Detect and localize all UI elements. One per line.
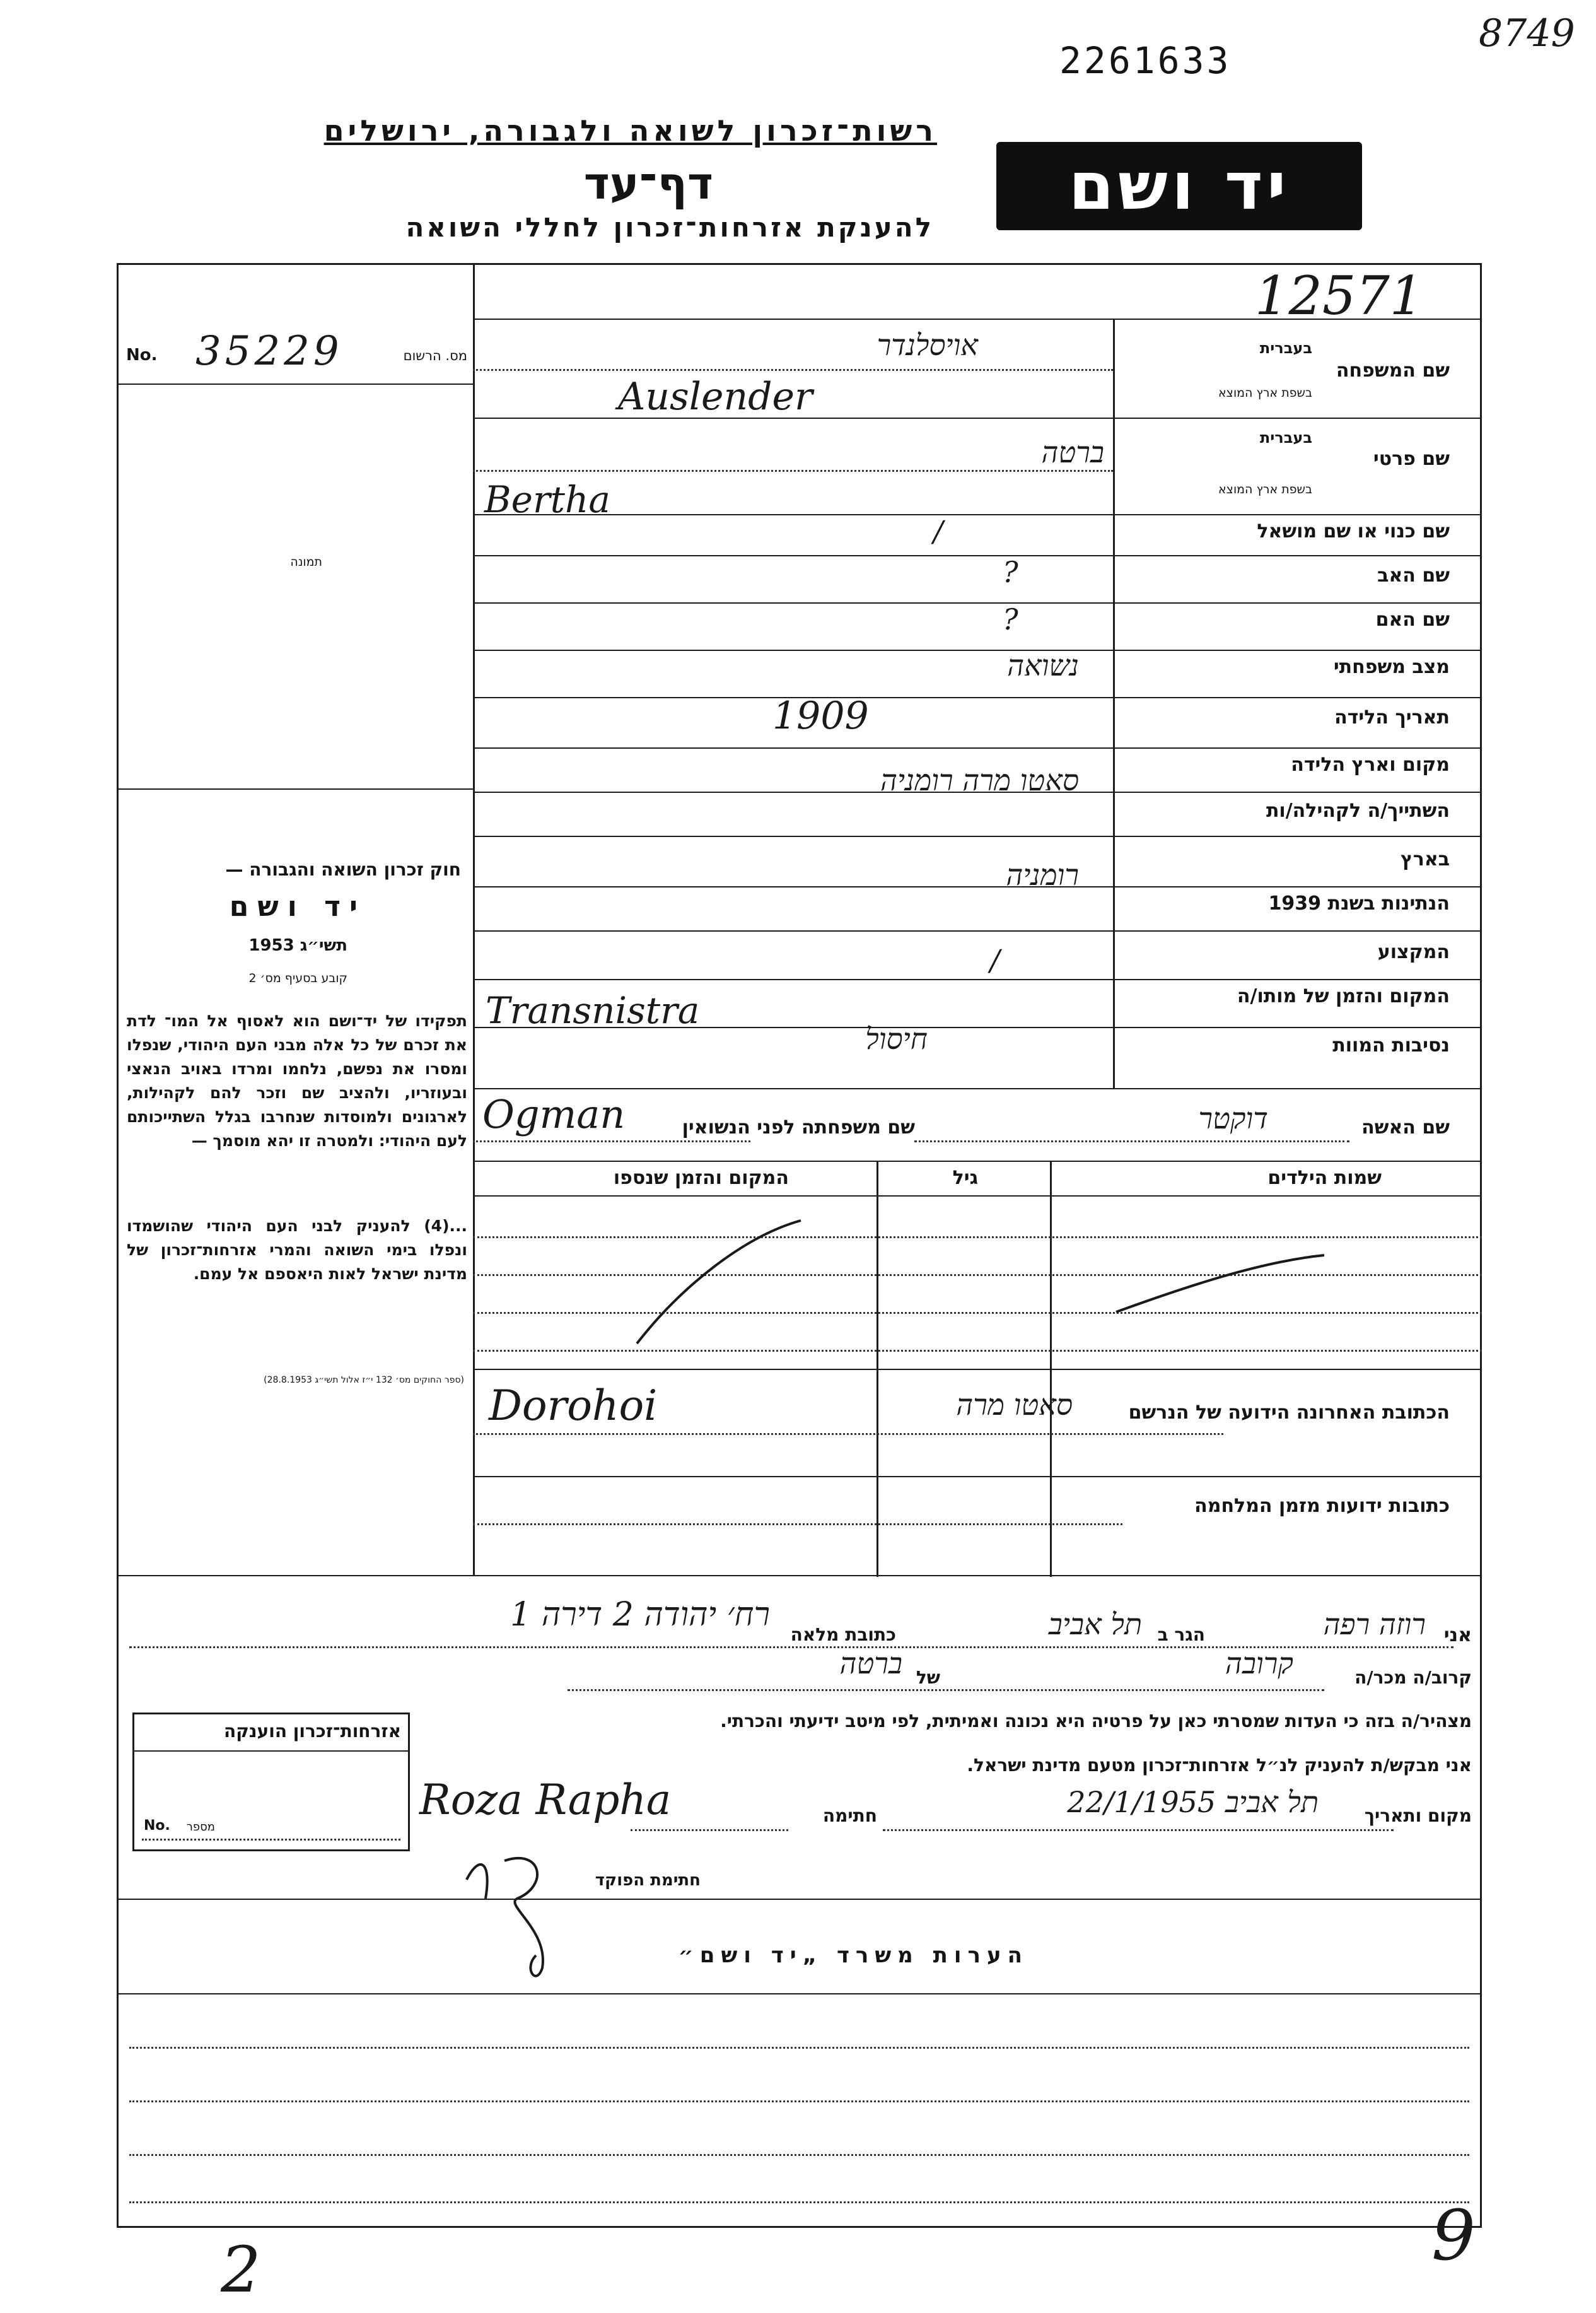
last-address-value: Dorohoi [489, 1381, 658, 1430]
first-name-origin-value: Bertha [484, 478, 610, 521]
relation-of-label: של [916, 1667, 940, 1688]
family-name-sub-origin: בשפת ארץ המוצא [1218, 386, 1312, 400]
header-institution: רשות־זכרון לשואה ולגבורה, ירושלים [323, 114, 937, 148]
declarant-address-label: כתובת מלאה [790, 1624, 896, 1645]
photo-label: תמונה [290, 555, 322, 569]
death-circumstances-value: חיסול [865, 1022, 928, 1056]
declarant-i-label: אני [1443, 1624, 1472, 1646]
remarks-title: הערות משרד „יד ושם״ [678, 1943, 1028, 1968]
citizenship-no-label: No. [144, 1818, 170, 1834]
wife-name-value: דוקטר [1198, 1101, 1268, 1135]
corner-number: 8749 [1479, 11, 1575, 56]
law-clause: קובע בסעיף מס׳ 2 [248, 971, 347, 985]
remarks-top-line [117, 1899, 1482, 1900]
birth-date-value: 1909 [772, 694, 869, 738]
form-title: דף־עד [583, 158, 713, 209]
remarks-dotted-line [129, 2154, 1469, 2156]
law-text-1: תפקידו של יד־ושם הוא לאסוף אל המו־ לדת את זכרם של כל אלה מבני העם היהודי, שנפלו ומסרו את נפשם, נלחמו ומרדו באויב הנאצי ובעוזריו, ולהציב שם וזכר להם לקהילות, לארגונים ולמוסדות שנחרבו בגלל השתייכותם לעם היהודי: ולמטרה זו יהא מוסמך — [127, 1012, 467, 1150]
law-title: חוק זכרון השואה והגבורה — [225, 859, 461, 880]
citizenship-box-title: אזרחות־זכרון הוענקה [224, 1721, 401, 1742]
law-year: תשי״ג 1953 [248, 936, 347, 955]
children-header-age: גיל [952, 1167, 978, 1189]
citizenship-number-line [142, 1839, 400, 1841]
mother-label: שם האם [1375, 609, 1450, 631]
maiden-name-value: Ogman [482, 1091, 626, 1137]
first-name-sub-hebrew: בעברית [1259, 429, 1312, 447]
country-value: רומניה [1006, 858, 1079, 892]
situation-label: הנתינות בשנת 1939 [1268, 893, 1450, 915]
maiden-name-label: שם משפחתה לפני הנשואין [682, 1116, 915, 1139]
relation-of-value: ברטה [839, 1646, 902, 1680]
citizenship-box-divider [132, 1750, 410, 1752]
father-value: ? [1003, 555, 1018, 589]
mother-value: ? [1003, 602, 1018, 636]
birth-place-value: סאטו מרה רומניה [880, 763, 1079, 797]
death-place-label: המקום והזמן של מותו/ה [1237, 985, 1450, 1007]
children-header-names: שמות הילדים [1267, 1167, 1382, 1189]
bottom-mark-left: 2 [221, 2233, 261, 2307]
declaration-statement: מצהיר/ה בזה כי העדות שמסרתי כאן על פרטיה היא נכונה ואמיתית, לפי מיטב ידיעתי והכרתי. [720, 1711, 1472, 1731]
father-label: שם האב [1377, 565, 1450, 587]
country-label: בארץ [1400, 848, 1450, 870]
nickname-value: / [933, 514, 943, 548]
relation-label: קרוב/ה מכר/ה [1354, 1667, 1472, 1688]
bottom-mark-right: 9 [1431, 2195, 1476, 2276]
handwritten-top-number: 12571 [1255, 265, 1424, 327]
marital-value: נשואה [1007, 648, 1079, 682]
signature-value: Roza Rapha [419, 1776, 672, 1824]
remarks-line [117, 1993, 1482, 1994]
birth-date-label: תאריך הלידה [1334, 706, 1450, 729]
relation-value: קרובה [1225, 1646, 1293, 1680]
war-address-label: כתובות ידועות מזמן המלחמה [1194, 1495, 1450, 1517]
community-label: השתייך/ה לקהילה/ות [1266, 800, 1450, 822]
nickname-label: שם כנוי או שם מושאל [1257, 520, 1450, 542]
officer-signature-label: חתימת הפוקד [595, 1871, 701, 1890]
declarant-address: רח׳ יהודה 2 דירה 1 [510, 1596, 770, 1634]
birth-place-label: מקום וארץ הלידה [1291, 754, 1450, 776]
citizenship-number-label: מספר [186, 1820, 215, 1834]
signature-label: חתימה [822, 1805, 877, 1826]
first-name-hebrew-value: ברטה [1041, 435, 1104, 469]
law-text-2: ...(4) להעניק לבני העם היהודי שהושמדו ונפלו בימי השואה והמרי אזרחות־זכרון של מדינת ישראל לאות היאספם אל עמם. [127, 1217, 467, 1283]
reg-number-label: מס. הרשום [403, 348, 467, 363]
death-place-value: Transnistra [486, 989, 700, 1032]
family-name-hebrew-value: אויסלנדר [877, 328, 978, 362]
place-date-value: תל אביב 22/1/1955 [1067, 1785, 1319, 1819]
form-subtitle: להענקת אזרחות־זכרון לחללי השואה [405, 212, 934, 243]
declarant-lives-label: הגר ב [1157, 1624, 1205, 1645]
remarks-dotted-line [129, 2100, 1469, 2102]
declarant-city: תל אביב [1048, 1607, 1142, 1641]
reg-no-label: No. [126, 346, 158, 365]
declarant-name: רוזה רפה [1323, 1607, 1426, 1641]
law-name: יד ושם [229, 891, 366, 923]
law-source: (ספר החוקים מס׳ 132 י״ז אלול תשי״ג 28.8.1953) [264, 1375, 464, 1385]
family-name-sub-hebrew: בעברית [1259, 339, 1312, 357]
profession-value: / [990, 943, 1000, 977]
marital-label: מצב משפחתי [1333, 656, 1450, 678]
reg-number: 35229 [195, 328, 343, 375]
request-statement: אני מבקש/ת להעניק לנ״ל אזרחות־זכרון מטעם מדינת ישראל. [967, 1755, 1472, 1776]
children-header-place: המקום והזמן שנספו [613, 1167, 789, 1189]
wife-name-label: שם האשה [1361, 1116, 1450, 1139]
place-date-label: מקום ותאריך [1364, 1805, 1472, 1826]
remarks-dotted-line [129, 2201, 1469, 2203]
last-address-value-2: סאטו מרה [956, 1388, 1073, 1422]
stamp-number: 2261633 [1059, 39, 1232, 82]
last-address-label: הכתובת האחרונה הידועה של הנרשם [1128, 1402, 1450, 1424]
logo-text: יד ושם [1068, 148, 1290, 225]
family-name-label: שם המשפחה [1336, 360, 1450, 382]
remarks-dotted-line [129, 2047, 1469, 2049]
death-circumstances-label: נסיבות המוות [1332, 1034, 1450, 1057]
first-name-label: שם פרטי [1373, 448, 1450, 470]
family-name-origin-value: Auslender [618, 375, 813, 419]
first-name-sub-origin: בשפת ארץ המוצא [1218, 483, 1312, 496]
profession-label: המקצוע [1377, 941, 1450, 963]
